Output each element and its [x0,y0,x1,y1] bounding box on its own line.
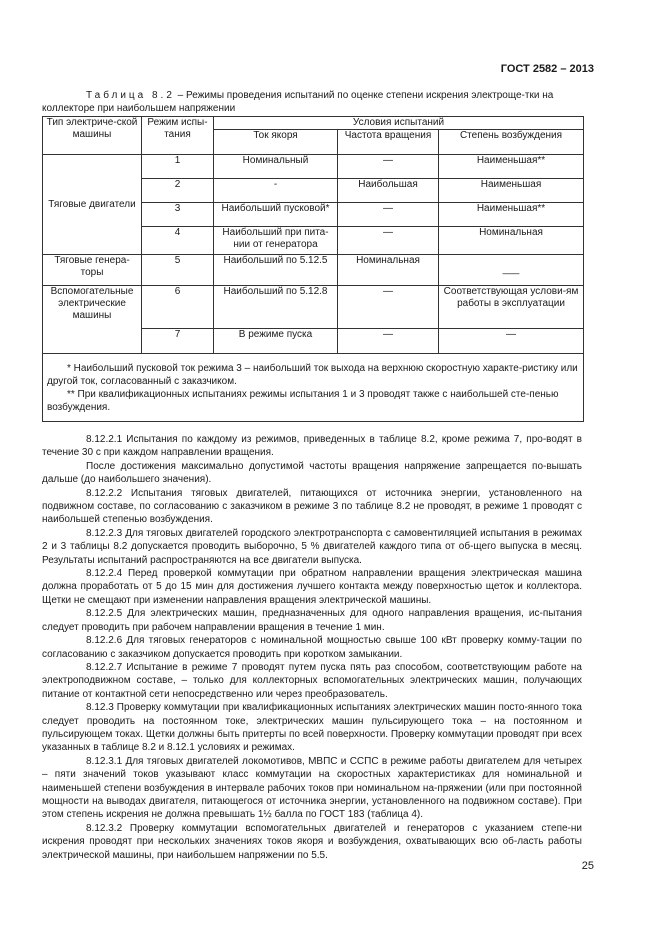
header-machine-type: Тип электриче-ской машины [43,117,142,155]
group-traction-generators: Тяговые генера-торы [43,255,142,286]
cell-mode: 1 [142,155,214,179]
table-footnotes [43,354,584,422]
paragraph: 8.12.3.2 Проверку коммутации вспомогательных двигателей и генераторов с указанием степе-ни искрения проводят при нескольких значениях токов якоря и возбуждения, охватывающих всю об-ласть работы электрической машины, при наибольшем напряжении по 5.5. [42,822,582,861]
document-id: ГОСТ 2582 – 2013 [500,63,594,75]
group-traction-motors: Тяговые двигатели [43,155,142,255]
paragraph: 8.12.2.4 Перед проверкой коммутации при обратном направлении вращения электрическая машина должна проработать от 5 до 15 мин для достижения лучшего контакта между поверхностью щеток и коллектора. Щетки не смещают при изменении направления вращения электрической машины. [42,568,582,606]
paragraph: 8.12.2.7 Испытание в режиме 7 проводят путем пуска пять раз способом, соответствующим работе на электроподвижном составе, – только для коллекторных вспомогательных электрических машин, получающих питание от контактной сети непосредственно или через преобразователь. [42,661,582,700]
table-footnotes-row [43,354,584,422]
cell-mode: 2 [142,179,214,203]
cell-mode: 6 [142,286,214,329]
footnote-2: ** При квалификационных испытаниях режимы испытания 1 и 3 проводят также с наибольшей сте-пенью возбуждения. [47,389,559,413]
cell-excitation: Номинальная [439,227,584,255]
paragraph: 8.12.2.5 Для электрических машин, предназначенных для одного направления вращения, ис-пытания следует проводить при рабочем направлении вращения в течение 1 мин. [42,608,582,633]
cell-speed: Наибольшая [338,179,439,203]
paragraph: 8.12.3.1 Для тяговых двигателей локомотивов, МВПС и ССПС в режиме работы двигателем для четырех – пяти значений токов указывают класс коммутации на скоростных характеристиках для номинальной и наименьшей степени возбуждения в интервале рабочих токов при номинальном на-пряжении (или при постоянной мощности на выводах двигателя, питающегося от источника энергии, установленного на подвижном составе). При этом степень искрения не должна превышать 1½ балла по ГОСТ 183 (таблица 4). [42,755,582,821]
header-conditions: Условия испытаний [214,117,584,130]
caption-text: – Режимы проведения испытаний по оценке степени искрения электроще-тки на коллекторе при наибольшем напряжении [42,90,554,114]
paragraph: 8.12.2.3 Для тяговых двигателей городского электротранспорта с самовентиляцией испытания в режимах 2 и 3 таблицы 8.2 допускается проводить выборочно, 5 % двигателей каждого типа от об-щего выпуска в месяц. Результаты испытаний распространяются на все двигатели выпуска. [42,527,582,566]
modes-table [42,116,584,422]
footnote-1: * Наибольший пусковой ток режима 3 – наибольший ток выхода на верхнюю скоростную характе-ристику или другой ток, согласованный с заказчиком. [47,363,578,387]
header-excitation: Степень возбуждения [439,130,584,155]
cell-current: В режиме пуска [214,329,338,354]
cell-current: - [214,179,338,203]
body-text [42,433,582,862]
cell-mode: 4 [142,227,214,255]
page-number: 25 [581,860,594,872]
cell-mode: 3 [142,203,214,227]
paragraph: После достижения максимально допустимой частоты вращения напряжение запрещается по-вышать дальше (до наибольшего значения). [42,460,582,486]
cell-current: Номинальный [214,155,338,179]
header-rotation-speed: Частота вращения [338,130,439,155]
caption-label: Таблица 8.2 [86,90,175,101]
group-aux-machines: Вспомогательные электрические машины [43,286,142,354]
cell-current: Наибольший пусковой* [214,203,338,227]
cell-speed: — [338,155,439,179]
cell-speed: Номинальная [338,255,439,286]
cell-excitation: Соответствующая услови-ям работы в эксплуатации [439,286,584,329]
cell-excitation: ___ [439,255,584,286]
cell-speed: — [338,329,439,354]
table-row [43,286,584,329]
table-caption [42,89,582,115]
cell-mode: 7 [142,329,214,354]
paragraph: 8.12.2.6 Для тяговых генераторов с номинальной мощностью свыше 100 кВт проверку комму-тации по согласованию с заказчиком допускается проводить при коротком замыкании. [42,635,582,660]
cell-excitation: — [439,329,584,354]
cell-current: Наибольший при пита-нии от генератора [214,227,338,255]
cell-current: Наибольший по 5.12.5 [214,255,338,286]
cell-mode: 5 [142,255,214,286]
paragraph: 8.12.2.1 Испытания по каждому из режимов, приведенных в таблице 8.2, кроме режима 7, про-водят в течение 30 с при каждом направлении вращения. [42,434,582,459]
paragraph: 8.12.3 Проверку коммутации при квалификационных испытаниях электрических машин посто-янного тока следует проводить на постоянном токе, электрических машин пульсирующего тока – на постоянном и пульсирующем токах. Щетки должны быть притерты по всей поверхности. Проверку коммутации проводят при всех указанных в таблице 8.2 и 8.12.1 условиях и режимах. [42,702,582,754]
cell-excitation: Наименьшая [439,179,584,203]
cell-excitation: Наименьшая** [439,155,584,179]
paragraph: 8.12.2.2 Испытания тяговых двигателей, питающихся от источника энергии, установленного на подвижном составе, по согласованию с заказчиком в режиме 3 по таблице 8.2 не проводят, в режиме 1 проводят с наибольшей степенью возбуждения. [42,487,582,526]
header-armature-current: Ток якоря [214,130,338,155]
cell-speed: — [338,286,439,329]
header-test-mode: Режим испы-тания [142,117,214,155]
cell-excitation: Наименьшая** [439,203,584,227]
table-row [43,255,584,286]
cell-current: Наибольший по 5.12.8 [214,286,338,329]
table-row [43,155,584,179]
cell-speed: — [338,227,439,255]
cell-speed: — [338,203,439,227]
